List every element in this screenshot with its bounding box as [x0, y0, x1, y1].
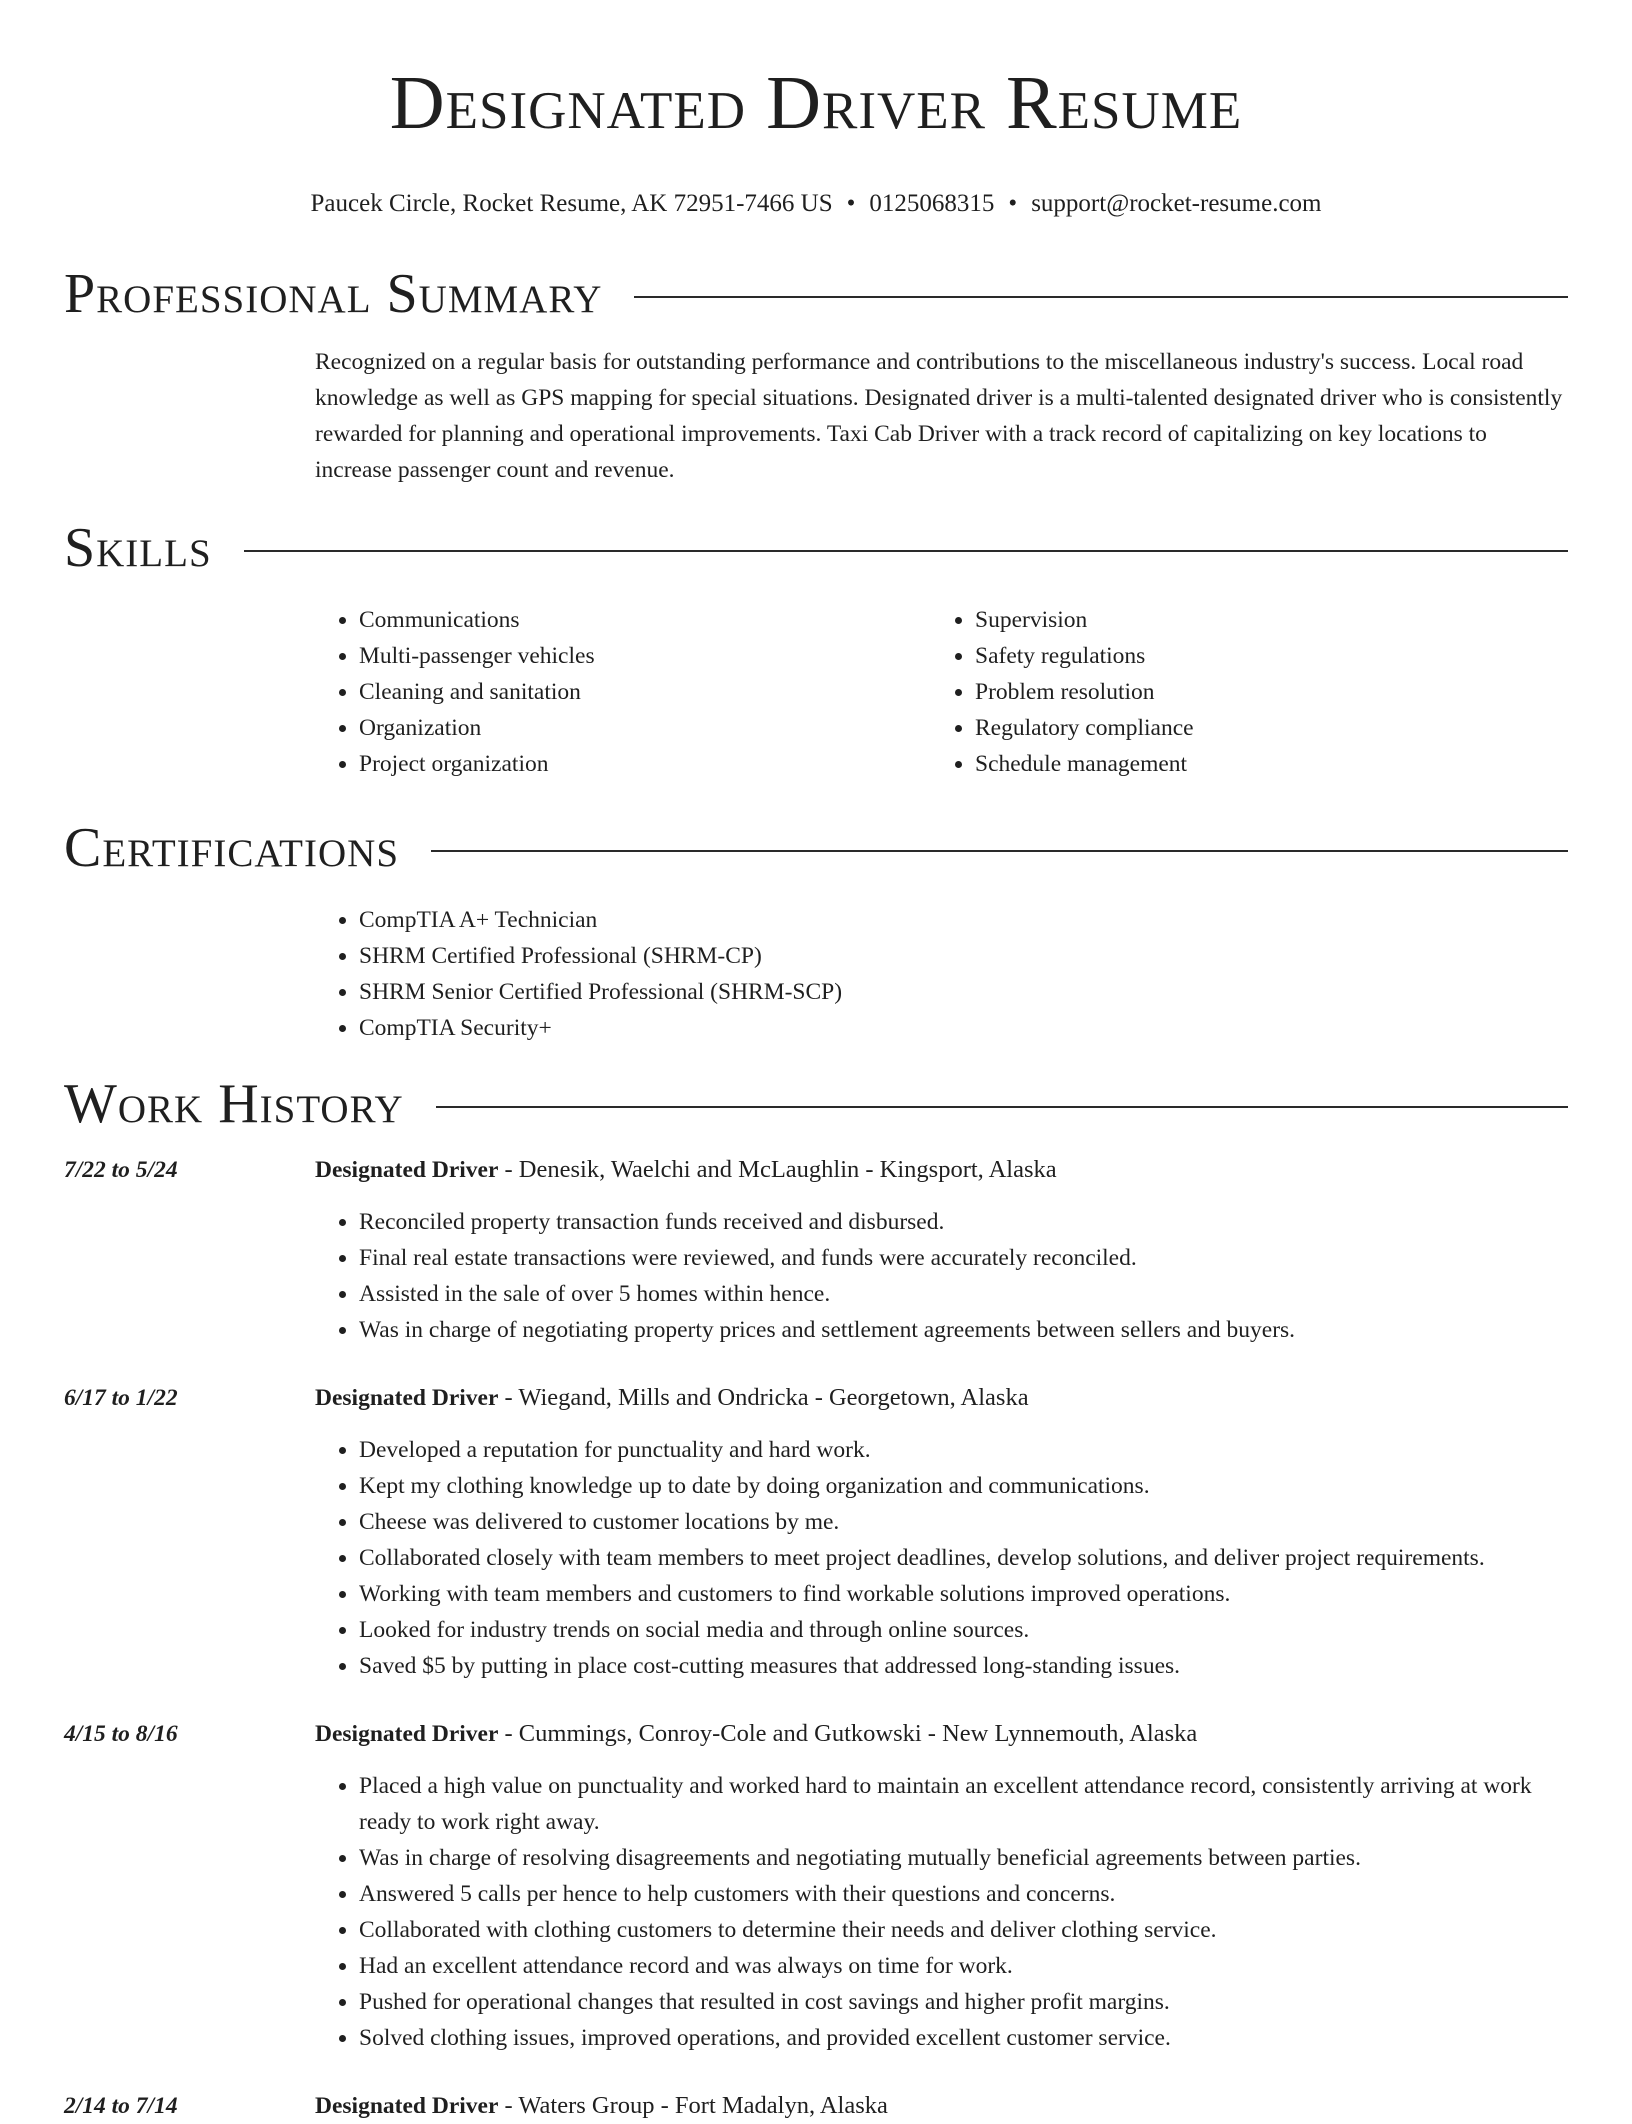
job-dates: 7/22 to 5/24	[64, 1157, 178, 1183]
job-entry	[64, 1716, 1568, 2056]
skill-item: • Project organization	[359, 746, 931, 782]
job-body	[315, 2088, 1568, 2124]
job-entry	[64, 1380, 1568, 1684]
certification-item: • SHRM Certified Professional (SHRM-CP)	[359, 938, 1568, 974]
job-employer: - Wiegand, Mills and Ondricka - Georgetown, Alaska	[498, 1384, 1029, 1411]
skill-item: • Communications	[359, 602, 931, 638]
job-bullet: • Collaborated with clothing customers to determine their needs and deliver clothing service.	[359, 1912, 1568, 1948]
work-history-heading: Work History	[64, 1073, 404, 1135]
resume-page	[64, 0, 1568, 2124]
section-divider	[436, 1106, 1568, 1108]
skills-columns	[315, 602, 1568, 782]
certifications-heading: Certifications	[64, 817, 400, 879]
job-dates: 6/17 to 1/22	[64, 1385, 178, 1411]
skills-list-left	[315, 602, 931, 782]
job-dates: 2/14 to 7/14	[64, 2093, 178, 2119]
job-body	[315, 1152, 1568, 1348]
job-bullet: • Reconciled property transaction funds received and disbursed.	[359, 1204, 1568, 1240]
job-title-line	[315, 2088, 1568, 2124]
job-body	[315, 1716, 1568, 2056]
job-bullets	[315, 1768, 1568, 2056]
certifications-list	[315, 902, 1568, 1046]
job-bullet: • Working with team members and customers to find workable solutions improved operations.	[359, 1576, 1568, 1612]
job-role: Designated Driver	[315, 1721, 499, 1747]
job-bullet: • Final real estate transactions were reviewed, and funds were accurately reconciled.	[359, 1240, 1568, 1276]
work-history-section-header	[64, 1074, 1568, 1134]
job-bullet: • Solved clothing issues, improved operations, and provided excellent customer service.	[359, 2020, 1568, 2056]
section-divider	[634, 296, 1568, 298]
contact-phone: 0125068315	[869, 190, 995, 217]
job-bullet: • Looked for industry trends on social media and through online sources.	[359, 1612, 1568, 1648]
job-bullet: • Placed a high value on punctuality and worked hard to maintain an excellent attendance record, consistently arriving at work ready to work right away.	[359, 1768, 1568, 1840]
skill-item: • Multi-passenger vehicles	[359, 638, 931, 674]
job-employer: - Cummings, Conroy-Cole and Gutkowski - New Lynnemouth, Alaska	[498, 1720, 1198, 1747]
summary-text: Recognized on a regular basis for outstanding performance and contributions to the miscellaneous industry's success. Local road knowledge as well as GPS mapping for special situations. Designated driver is a multi-talented designated driver who is consistently rewarded for planning and operational improvements. Taxi Cab Driver with a track record of capitalizing on key locations to increase passenger count and revenue.	[315, 349, 1563, 483]
contact-address: Paucek Circle, Rocket Resume, AK 72951-7466 US	[310, 190, 833, 217]
job-bullets	[315, 1432, 1568, 1684]
job-bullet: • Collaborated closely with team members to meet project deadlines, develop solutions, and deliver project requirements.	[359, 1540, 1568, 1576]
skill-item: • Safety regulations	[975, 638, 1547, 674]
certification-item: • CompTIA A+ Technician	[359, 902, 1568, 938]
certification-item: • SHRM Senior Certified Professional (SHRM-SCP)	[359, 974, 1568, 1010]
skill-item: • Supervision	[975, 602, 1547, 638]
job-title-line	[315, 1716, 1568, 1752]
skill-item: • Problem resolution	[975, 674, 1547, 710]
summary-section-header	[64, 264, 1568, 324]
job-bullet: • Pushed for operational changes that resulted in cost savings and higher profit margins.	[359, 1984, 1568, 2020]
work-history-list	[64, 1152, 1568, 2124]
job-title-line	[315, 1380, 1568, 1416]
job-bullet: • Saved $5 by putting in place cost-cutting measures that addressed long-standing issues.	[359, 1648, 1568, 1684]
job-role: Designated Driver	[315, 1385, 499, 1411]
job-bullet: • Answered 5 calls per hence to help customers with their questions and concerns.	[359, 1876, 1568, 1912]
skill-item: • Organization	[359, 710, 931, 746]
job-bullet: • Developed a reputation for punctuality and hard work.	[359, 1432, 1568, 1468]
job-bullet: • Cheese was delivered to customer locations by me.	[359, 1504, 1568, 1540]
certification-item: • CompTIA Security+	[359, 1010, 1568, 1046]
job-entry	[64, 1152, 1568, 1348]
job-bullet: • Was in charge of resolving disagreements and negotiating mutually beneficial agreements between parties.	[359, 1840, 1568, 1876]
job-role: Designated Driver	[315, 2093, 499, 2119]
job-bullets	[315, 1204, 1568, 1348]
certifications-section-header	[64, 818, 1568, 878]
skill-item: • Schedule management	[975, 746, 1547, 782]
job-entry	[64, 2088, 1568, 2124]
skill-item: • Cleaning and sanitation	[359, 674, 931, 710]
contact-separator: •	[1008, 190, 1018, 217]
skills-list-right	[931, 602, 1547, 782]
job-employer: - Denesik, Waelchi and McLaughlin - Kingsport, Alaska	[498, 1156, 1057, 1183]
contact-email: support@rocket-resume.com	[1031, 190, 1322, 217]
section-divider	[431, 850, 1568, 852]
job-employer: - Waters Group - Fort Madalyn, Alaska	[498, 2092, 888, 2119]
certifications-bullets	[315, 902, 1568, 1046]
skills-heading: Skills	[64, 517, 212, 579]
job-bullet: • Kept my clothing knowledge up to date by doing organization and communications.	[359, 1468, 1568, 1504]
skill-item: • Regulatory compliance	[975, 710, 1547, 746]
summary-heading: Professional Summary	[64, 263, 603, 325]
job-title-line	[315, 1152, 1568, 1188]
contact-line	[64, 189, 1568, 219]
page-title: Designated Driver Resume	[389, 61, 1243, 145]
job-bullet: • Assisted in the sale of over 5 homes within hence.	[359, 1276, 1568, 1312]
job-bullet: • Had an excellent attendance record and was always on time for work.	[359, 1948, 1568, 1984]
job-bullet: • Was in charge of negotiating property prices and settlement agreements between sellers and buyers.	[359, 1312, 1568, 1348]
contact-separator: •	[846, 190, 856, 217]
skills-section-header	[64, 518, 1568, 578]
job-dates: 4/15 to 8/16	[64, 1721, 178, 1747]
job-role: Designated Driver	[315, 1157, 499, 1183]
section-divider	[244, 550, 1568, 552]
job-body	[315, 1380, 1568, 1684]
